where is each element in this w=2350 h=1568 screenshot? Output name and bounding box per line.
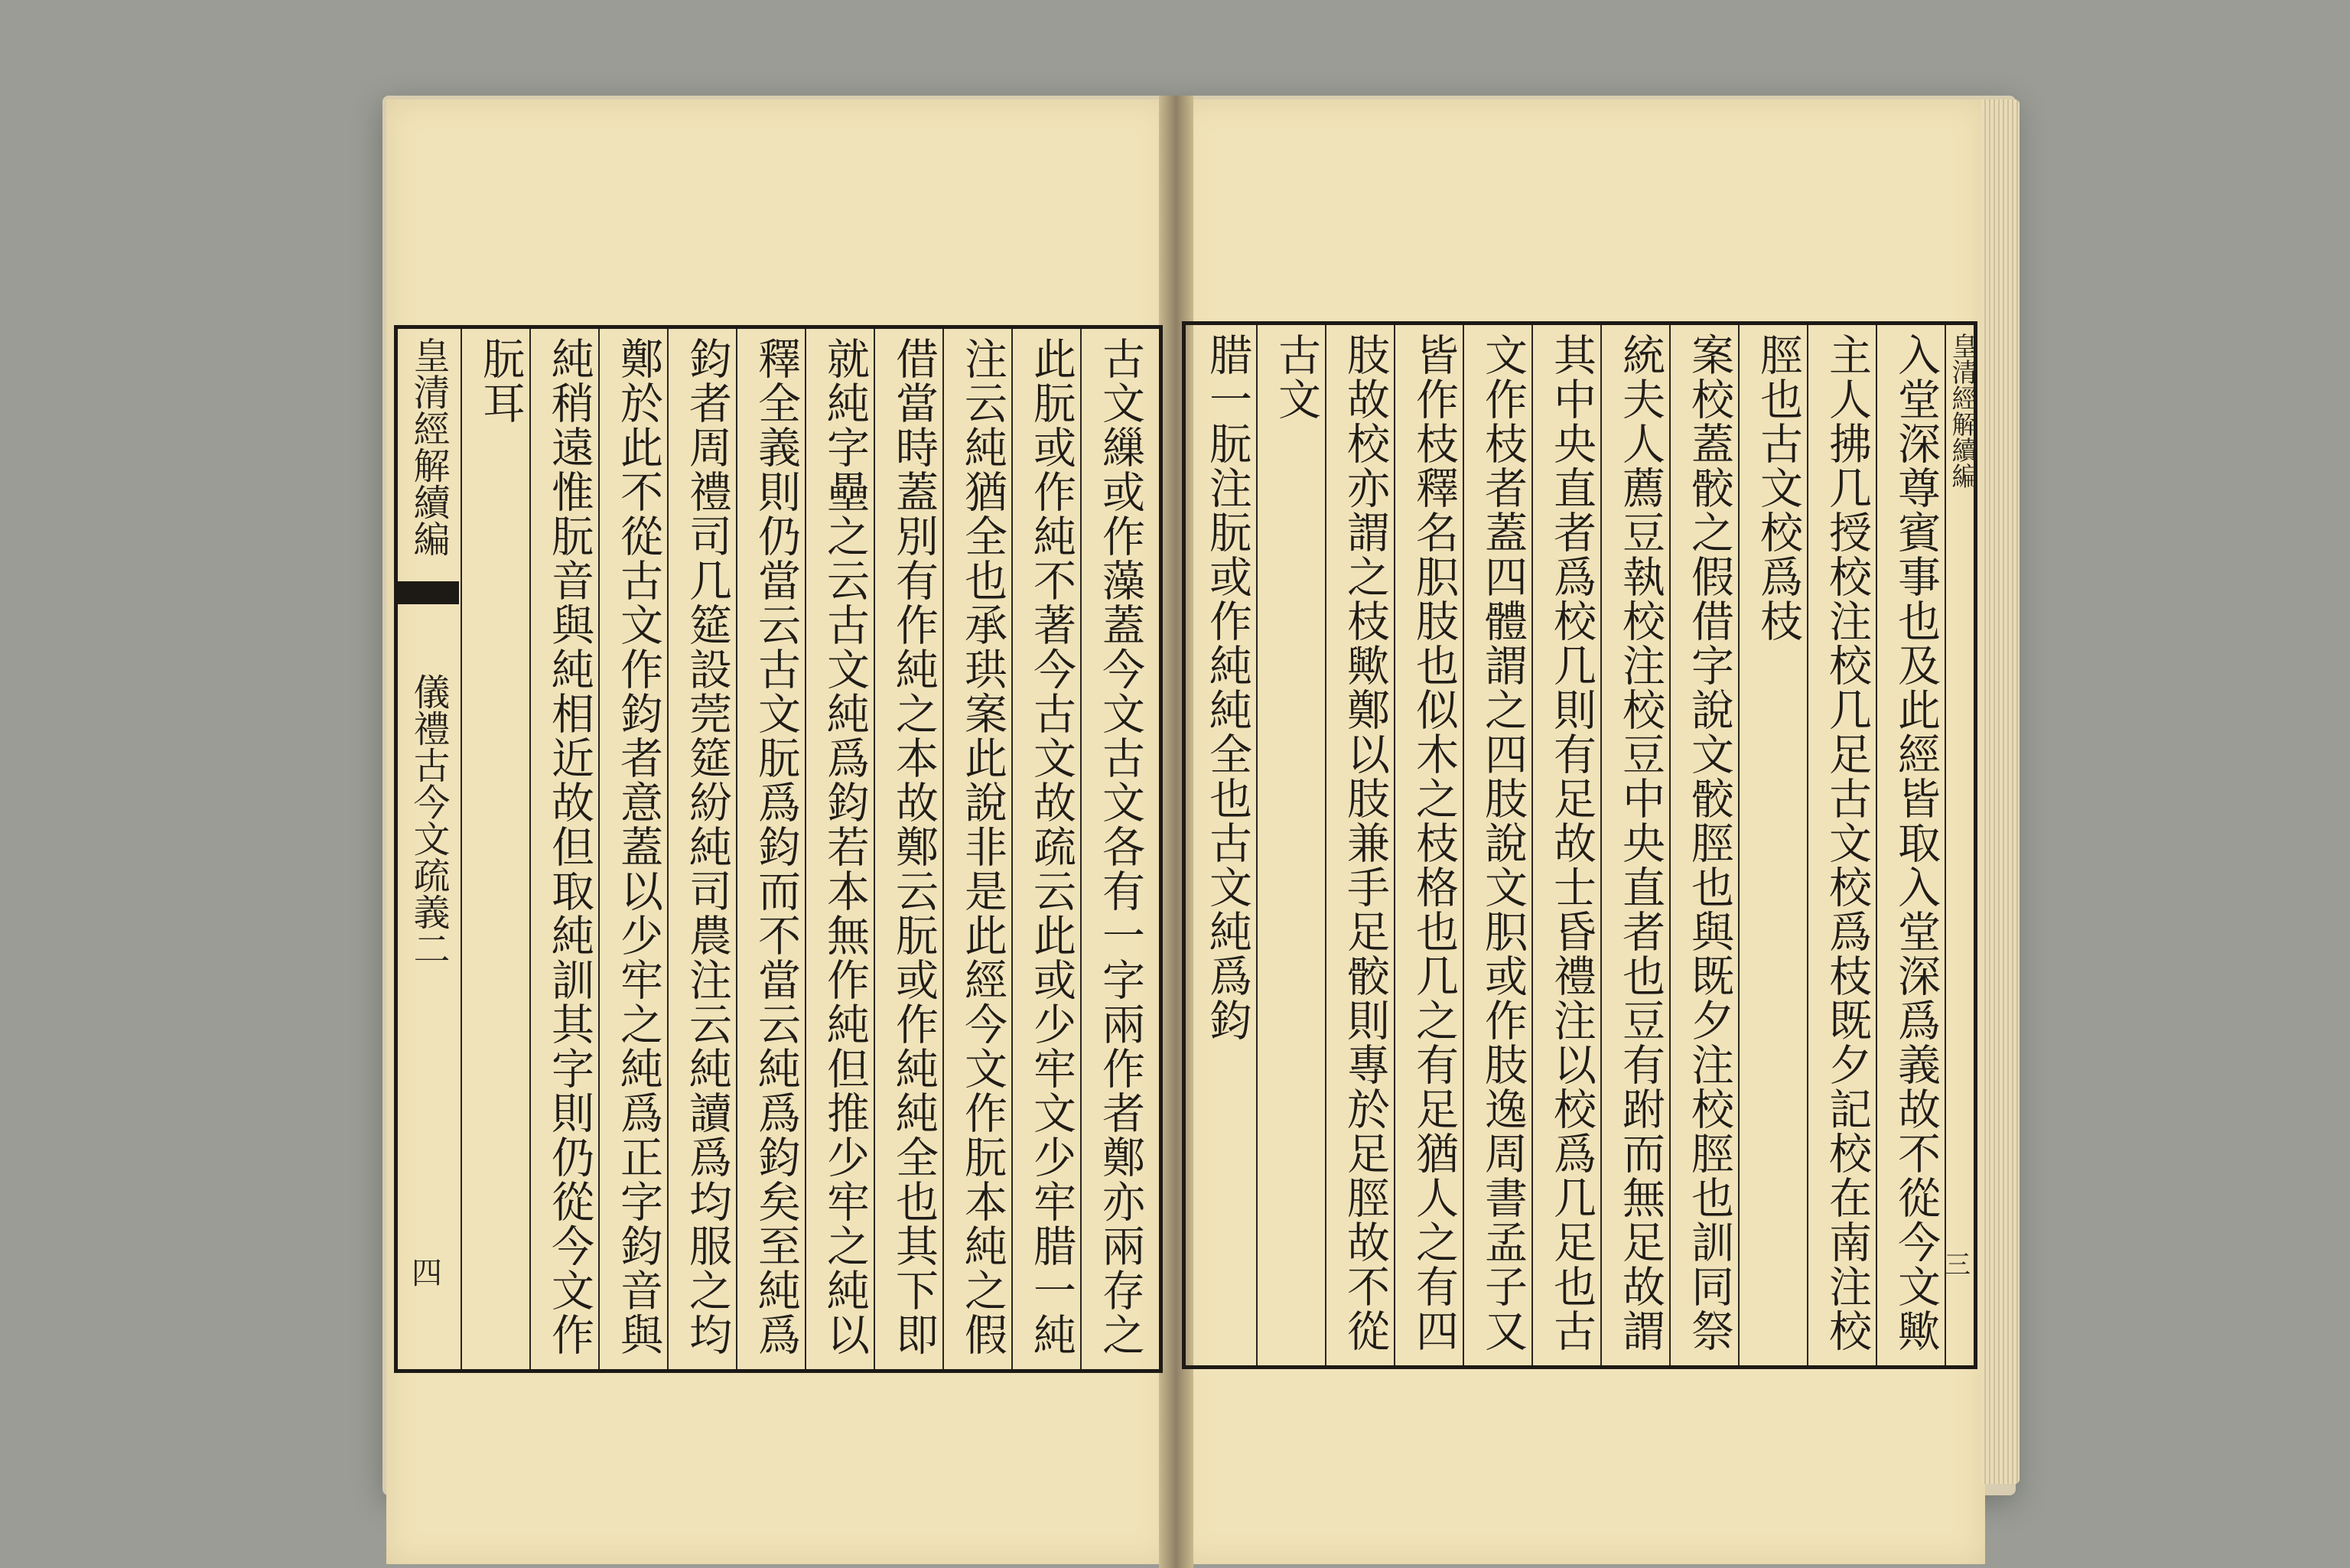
- text-column: 釋全義則仍當云古文朊爲鈞而不當云純爲鈞矣至純爲: [751, 337, 801, 1357]
- text-column: 古文繅或作藻蓋今文古文各有一字兩作者鄭亦兩存之: [1095, 337, 1145, 1357]
- left-margin-column: [398, 337, 459, 1361]
- text-column: 統夫人薦豆執校注校豆中央直者也豆有跗而無足故謂: [1616, 333, 1665, 1353]
- column-rule: [1463, 325, 1464, 1365]
- text-column: 案校蓋骹之假借字說文骹脛也與既夕注校脛也訓同祭: [1684, 333, 1734, 1353]
- text-column: 入堂深尊賓事也及此經皆取入堂深爲義故不從今文歟: [1891, 333, 1941, 1353]
- column-rule: [1325, 325, 1326, 1365]
- column-rule: [1807, 325, 1808, 1365]
- page-edges: [1981, 99, 2020, 1484]
- text-column: 腊一朊注朊或作純純全也古文純爲鈞: [1203, 333, 1252, 1043]
- text-column: 脛也古文校爲枝: [1753, 333, 1803, 643]
- left-text-frame: [394, 325, 1163, 1373]
- text-column: 主人拂几授校注校几足古文校爲枝既夕記校在南注校: [1822, 333, 1872, 1353]
- text-column: 文作枝者蓋四體謂之四肢說文胑或作肢逸周書孟子又: [1478, 333, 1528, 1353]
- column-rule: [1876, 325, 1877, 1365]
- text-column: 注云純猶全也承珙案此說非是此經今文作朊本純之假: [958, 337, 1007, 1357]
- text-column: 其中央直者爲校几則有足故士昏禮注以校爲几足也古: [1547, 333, 1597, 1353]
- right-text-frame: [1182, 321, 1977, 1369]
- column-rule: [461, 329, 462, 1369]
- text-column: 皆作枝釋名胑肢也似木之枝格也几之有足猶人之有四: [1409, 333, 1459, 1353]
- folio-number: 四: [412, 1256, 442, 1291]
- text-column: 朊耳: [476, 337, 526, 425]
- text-column: 肢故校亦謂之枝歟鄭以肢兼手足骹則專於足脛故不從: [1340, 333, 1390, 1353]
- text-column: 鄭於此不從古文作鈞者意蓋以少牢之純爲正字鈞音與: [614, 337, 663, 1357]
- column-rule: [1600, 325, 1602, 1365]
- fish-tail-mark: [398, 581, 459, 604]
- margin-title: 皇清經解續編: [407, 337, 450, 557]
- column-rule: [1394, 325, 1395, 1365]
- column-rule: [1945, 325, 1946, 1365]
- text-column: 就純字壘之云古文純爲鈞若本無作純但推少牢之純以: [820, 337, 870, 1357]
- column-rule: [1256, 325, 1258, 1365]
- text-column: 鈞者周禮司几筵設莞筵紛純司農注云純讀爲均服之均: [682, 337, 732, 1357]
- text-column: 此朊或作純不著今古文故疏云此或少牢文少牢腊一純: [1027, 337, 1076, 1357]
- column-rule: [1531, 325, 1533, 1365]
- column-rule: [1738, 325, 1740, 1365]
- right-margin-column: 皇清經解續編: [1947, 333, 1977, 489]
- text-column: 借當時蓋別有作純之本故鄭云朊或作純純全也其下即: [889, 337, 939, 1357]
- column-rule: [1669, 325, 1671, 1365]
- text-column: 古文: [1271, 333, 1321, 421]
- margin-subtitle: 儀禮古今文疏義二: [407, 673, 450, 967]
- text-column: 純稍遠惟朊音與純相近故但取純訓其字則仍從今文作: [545, 337, 594, 1357]
- folio-number: 三: [1945, 1250, 1971, 1280]
